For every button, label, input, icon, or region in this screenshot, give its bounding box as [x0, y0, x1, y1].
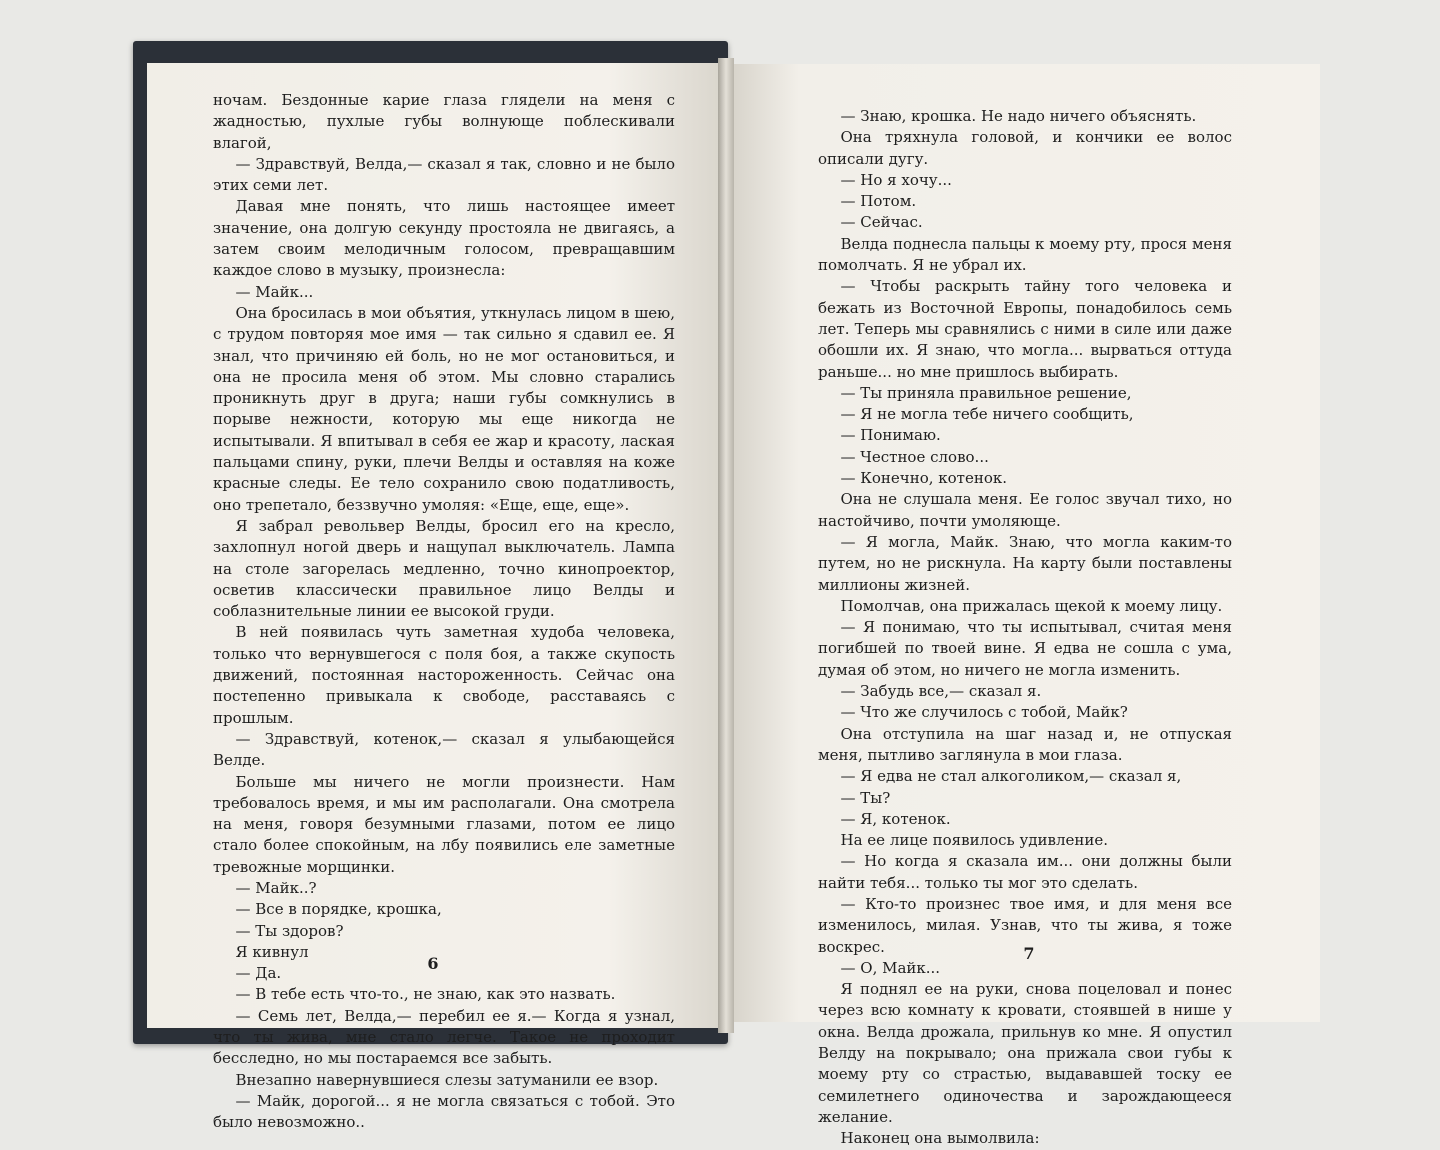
paragraph: — Честное слово... [840, 447, 989, 466]
paragraph: — Кто-то произнес твое имя, и для меня все изменилось, милая. Узнав, что ты жива, я тоже воскрес. [818, 894, 1232, 956]
paragraph: — Майк..? [235, 878, 317, 897]
left-page [147, 63, 725, 1132]
paragraph: Она не слушала меня. Ее голос звучал тихо, но настойчиво, почти умоляюще. [818, 490, 1232, 530]
paragraph: Она отступила на шаг назад и, не отпуская меня, пытливо заглянула в мои глаза. [818, 724, 1232, 764]
paragraph: Помолчав, она прижалась щекой к моему лицу. [840, 596, 1223, 615]
paragraph: — Здравствуй, Велда,— сказал я так, словно и не было этих семи лет. [213, 154, 675, 195]
paragraph: — Майк, дорогой... я не могла связаться с тобой. Это было невозможно.. [213, 1091, 675, 1132]
right-page-text [818, 106, 1232, 1150]
paragraph: — Что же случилось с тобой, Майк? [840, 703, 1128, 722]
paragraph: — Понимаю. [840, 426, 941, 445]
left-page-text [213, 90, 675, 1134]
paragraph: — Я понимаю, что ты испытывал, считая меня погибшей по твоей вине. Я едва не сошла с ума, думая об этом, но ничего не могла изменить. [818, 618, 1232, 679]
paragraph: Велда поднесла пальцы к моему рту, прося меня помолчать. Я не убрал их. [818, 234, 1232, 275]
paragraph: Больше мы ничего не могли произнести. Нам требовалось время, и мы им располагали. Она смотрела на меня, говоря безумными глазами, потом ее лицо стало более спокойным, на лбу появились еле заметные тревожные морщинки. [213, 772, 675, 876]
paragraph: Наконец она вымолвила: [840, 1129, 1040, 1148]
paragraph: — Конечно, котенок. [840, 469, 1008, 488]
paragraph: Внезапно навернувшиеся слезы затуманили ее взор. [235, 1070, 659, 1089]
paragraph: — Семь лет, Велда,— перебил ее я.— Когда я узнал, что ты жива, мне стало легче. Такое не проходит бесследно, но мы постараемся все забыть. [213, 1006, 675, 1068]
right-page-number: 7 [1023, 944, 1035, 963]
paragraph: — Забудь все,— сказал я. [840, 682, 1042, 701]
paragraph: — Я едва не стал алкоголиком,— сказал я, [840, 767, 1182, 786]
book-gutter [718, 58, 734, 1033]
paragraph: — Но когда я сказала им... они должны были найти тебя... только ты мог это сделать. [818, 852, 1232, 892]
paragraph: — Да. [235, 964, 282, 983]
paragraph: Она бросилась в мои объятия, уткнулась лицом в шею, с трудом повторяя мое имя — так сильно я сдавил ее. Я знал, что причиняю ей боль, но не мог остановиться, и она не просила меня об этом. Мы словно старались проникнуть друг в друга; наши губы сомкнулись в порыве нежности, которую мы еще никогда не испытывали. Я впитывал в себя ее жар и красоту, лаская пальцами спину, руки, плечи Велды и оставляя на коже красные следы. Ее тело сохранило свою податливость, оно трепетало, беззвучно умоляя: «Еще, еще, еще». [213, 303, 675, 514]
paragraph: Она тряхнула головой, и кончики ее волос описали дугу. [818, 128, 1232, 168]
paragraph: — Ты здоров? [235, 921, 344, 940]
paragraph: — Здравствуй, котенок,— сказал я улыбающейся Велде. [213, 729, 675, 770]
paragraph: В ней появилась чуть заметная худоба человека, только что вернувшегося с поля боя, а также скупость движений, постоянная настороженность. Сейчас она постепенно привыкала к свободе, расставаясь с прошлым. [213, 623, 675, 727]
paragraph: — Но я хочу... [840, 170, 952, 189]
paragraph: — О, Майк... [840, 958, 941, 977]
paragraph: — Я, котенок. [840, 809, 951, 828]
paragraph: На ее лице появилось удивление. [840, 831, 1109, 850]
paragraph: Я забрал револьвер Велды, бросил его на кресло, захлопнул ногой дверь и нащупал выключатель. Лампа на столе загорелась медленно, точно кинопроектор, осветив классически правильное лицо Велды и соблазнительные линии ее высокой груди. [213, 516, 675, 621]
paragraph: — Все в порядке, крошка, [235, 900, 442, 919]
paragraph: — Ты приняла правильное решение, [840, 383, 1132, 402]
paragraph: — Потом. [840, 192, 917, 211]
paragraph: ночам. Бездонные карие глаза глядели на меня с жадностью, пухлые губы волнующе поблескивали влагой, [213, 91, 675, 152]
paragraph: — Я не могла тебе ничего сообщить, [840, 405, 1134, 424]
paragraph: — Ты? [840, 788, 891, 807]
paragraph: — Я могла, Майк. Знаю, что могла каким-то путем, но не рискнула. На карту были поставлены миллионы жизней. [818, 532, 1232, 594]
paragraph: — В тебе есть что-то., не знаю, как это назвать. [235, 985, 616, 1004]
paragraph: Я поднял ее на руки, снова поцеловал и понес через всю комнату к кровати, стоявшей в нише у окна. Велда дрожала, прильнув ко мне. Я опустил Велду на покрывало; она прижала свои губы к моему рту со страстью, выдававшей тоску ее семилетнего одиночества и зарождающееся желание. [818, 980, 1232, 1126]
left-page-number: 6 [427, 954, 439, 973]
paragraph: — Майк... [235, 282, 314, 301]
right-page [728, 64, 1320, 1148]
paragraph: Я кивнул [235, 942, 309, 961]
paragraph: Давая мне понять, что лишь настоящее имеет значение, она долгую секунду простояла не двигаясь, а затем своим мелодичным голосом, превращавшим каждое слово в музыку, произнесла: [213, 197, 675, 280]
paragraph: — Чтобы раскрыть тайну того человека и бежать из Восточной Европы, понадобилось семь лет. Теперь мы сравнялись с ними в силе или даже обошли их. Я знаю, что могла... вырваться оттуда раньше... но мне пришлось выбирать. [818, 277, 1232, 381]
paragraph: — Знаю, крошка. Не надо ничего объяснять. [840, 107, 1197, 125]
paragraph: — Сейчас. [840, 213, 923, 232]
